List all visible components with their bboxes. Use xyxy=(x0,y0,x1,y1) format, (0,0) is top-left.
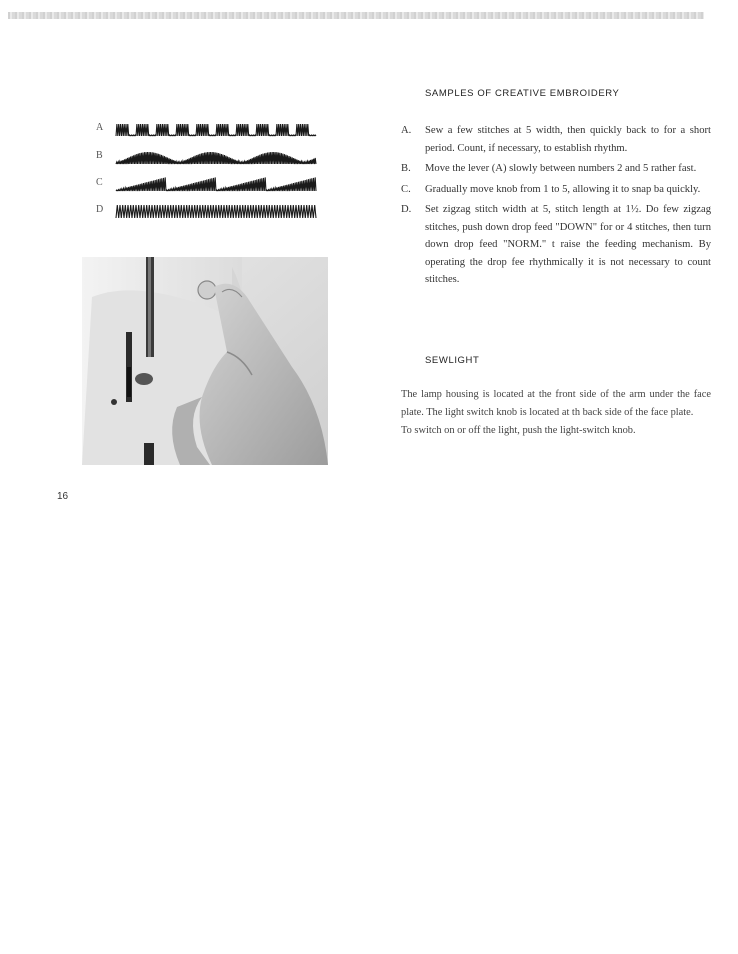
top-scan-edge xyxy=(8,12,704,19)
step-text: Gradually move knob from 1 to 5, allowing it to snap ba quickly. xyxy=(425,183,701,195)
stitch-sample-a xyxy=(96,121,326,137)
step-key: D. xyxy=(401,204,412,215)
sewlight-paragraph: The lamp housing is located at the front side of the arm under the face plate. The light switch knob is located at th back side of the face plate. xyxy=(401,389,711,418)
stitch-zigzag xyxy=(116,205,316,218)
stitch-sample-d xyxy=(96,203,326,219)
sewlight-heading: SEWLIGHT xyxy=(425,355,480,366)
step-text: Sew a few stitches at 5 width, then quickly back to for a short period. Count, if necessary, to establish rhythm. xyxy=(425,125,711,154)
stitch-label: A xyxy=(96,122,104,133)
step-c xyxy=(401,181,711,199)
stitch-label: C xyxy=(96,177,103,188)
stitch-zigzag xyxy=(116,124,316,136)
page-number: 16 xyxy=(57,491,69,502)
sewlight-photo xyxy=(82,257,328,465)
step-text: Move the lever (A) slowly between numbers 2 and 5 rather fast. xyxy=(425,163,697,174)
step-key: C. xyxy=(401,183,411,195)
step-key: B. xyxy=(401,163,411,174)
stitch-zigzag xyxy=(116,152,316,164)
step-a xyxy=(401,122,711,157)
stitch-sample-c xyxy=(96,176,326,192)
sewlight-body xyxy=(401,386,711,440)
sewlight-paragraph: To switch on or off the light, push the light-switch knob. xyxy=(401,425,636,436)
hand-pressing-knob-illustration xyxy=(82,257,328,465)
stitch-pattern-a xyxy=(114,121,319,137)
stitch-pattern-b xyxy=(114,149,319,165)
stitch-label: B xyxy=(96,150,103,161)
stitch-zigzag xyxy=(116,177,316,191)
stitch-sample-b xyxy=(96,149,326,165)
embroidery-steps xyxy=(401,122,711,292)
stitch-pattern-d xyxy=(114,203,319,219)
samples-heading: SAMPLES OF CREATIVE EMBROIDERY xyxy=(425,88,620,99)
stitch-label: D xyxy=(96,204,104,215)
step-key: A. xyxy=(401,125,412,136)
stitch-pattern-c xyxy=(114,176,319,192)
step-text: Set zigzag stitch width at 5, stitch length at 1½. Do few zigzag stitches, push down drop feed "DOWN" for or 4 stitches, then turn down drop feed "NORM." t raise the feeding mechanism. By operating the drop fee rhythmically it is not necessary to count stitches. xyxy=(425,204,711,285)
step-d xyxy=(401,201,711,289)
step-b xyxy=(401,160,711,178)
